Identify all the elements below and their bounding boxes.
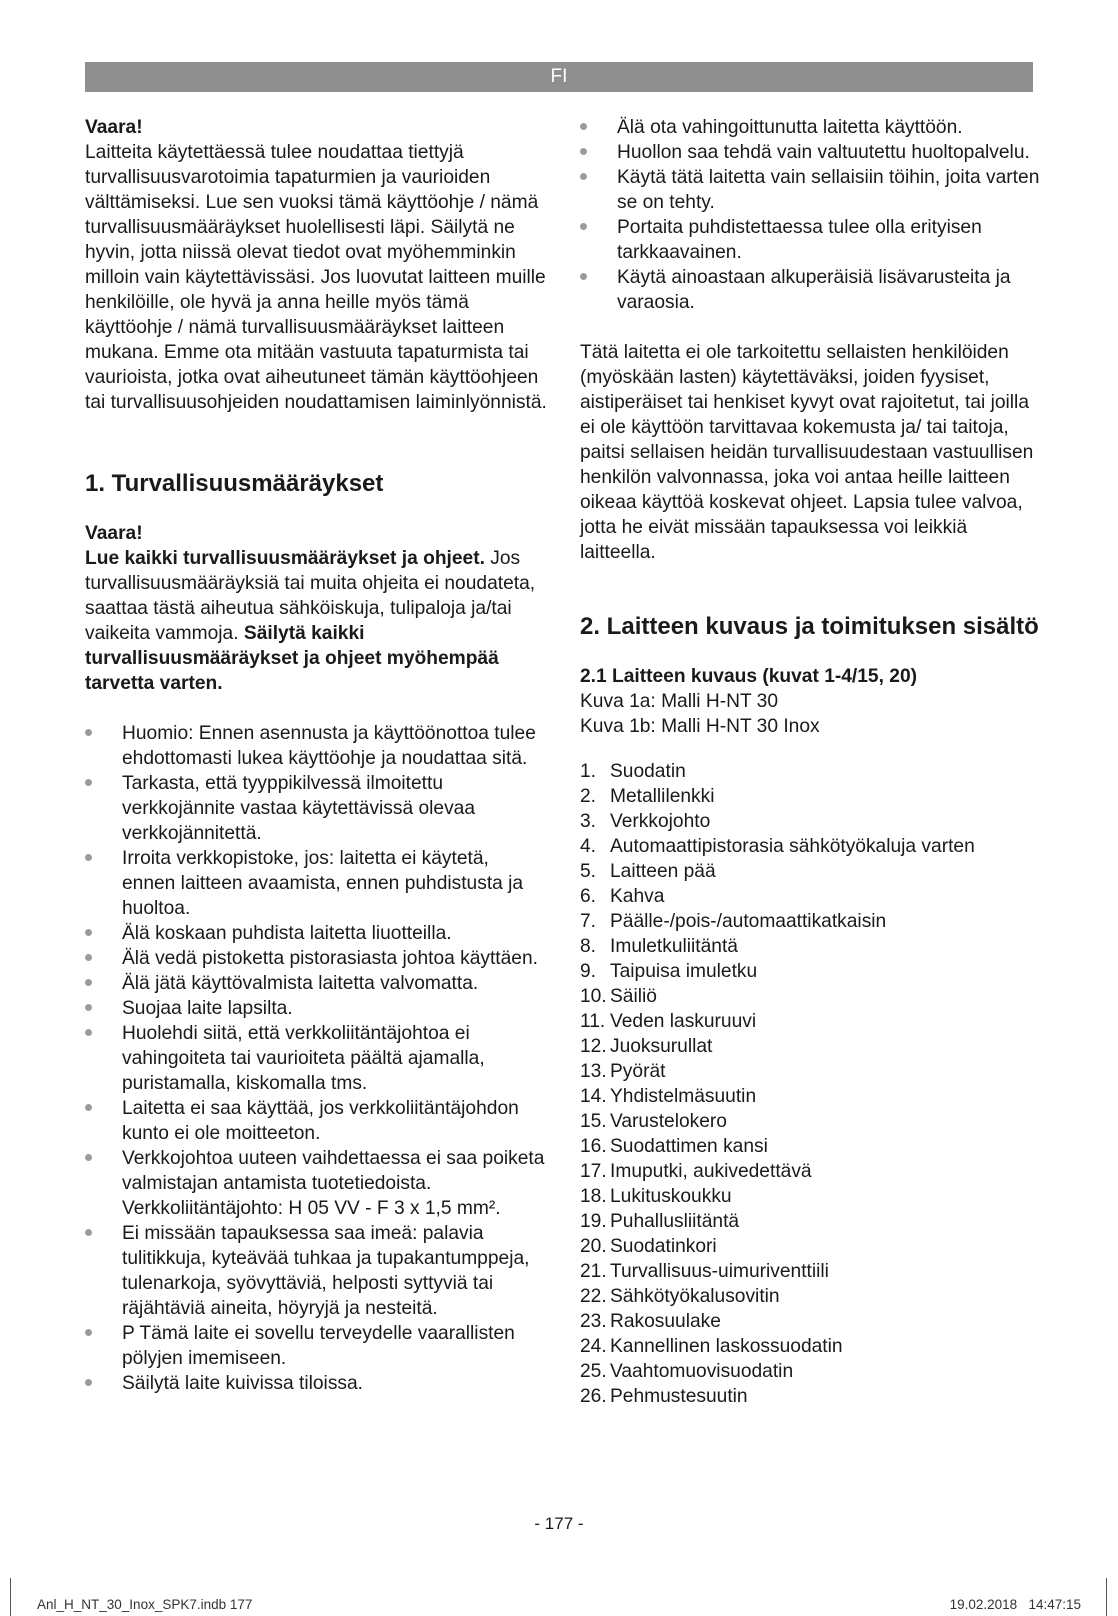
part-number: 6. bbox=[580, 886, 597, 907]
parts-list-item bbox=[580, 1134, 1040, 1159]
part-label: Suodatin bbox=[610, 761, 686, 782]
parts-list-item bbox=[580, 1209, 1040, 1234]
part-label: Lukituskoukku bbox=[610, 1186, 732, 1207]
parts-list-item bbox=[580, 1234, 1040, 1259]
bullet-item: Älä ota vahingoittunutta laitetta käyttöön. bbox=[580, 115, 1040, 140]
part-number: 1. bbox=[580, 761, 597, 782]
page-number: - 177 - bbox=[534, 1514, 584, 1533]
bullet-item: Suojaa laite lapsilta. bbox=[85, 996, 547, 1021]
part-number: 11. bbox=[580, 1011, 606, 1032]
bullet-item: P Tämä laite ei sovellu terveydelle vaarallisten pölyjen imemiseen. bbox=[85, 1321, 547, 1371]
section-1-text: Jos turvallisuusmääräyksiä tai muita ohjeita ei noudateta, saattaa tästä aiheutua sähköiskuja, tulipaloja ja/tai vaikeita vammoja. bbox=[85, 548, 536, 644]
bullet-item: Irroita verkkopistoke, jos: laitetta ei käytetä, ennen laitteen avaamista, ennen puhdistusta ja huoltoa. bbox=[85, 846, 547, 921]
bullet-item: Älä vedä pistoketta pistorasiasta johtoa käyttäen. bbox=[85, 946, 547, 971]
part-label: Säiliö bbox=[610, 986, 657, 1007]
part-number: 25. bbox=[580, 1361, 607, 1382]
part-label: Metallilenkki bbox=[610, 786, 715, 807]
parts-list-item bbox=[580, 1159, 1040, 1184]
part-label: Verkkojohto bbox=[610, 811, 711, 832]
parts-list-item bbox=[580, 984, 1040, 1009]
parts-list-item bbox=[580, 1259, 1040, 1284]
section-1-warning-title: Vaara! bbox=[85, 523, 143, 544]
parts-list-item bbox=[580, 1334, 1040, 1359]
bullet-item: Ei missään tapauksessa saa imeä: palavia tulitikkuja, kyteävää tuhkaa ja tupakantumppeja, tulenarkoja, syövyttäviä, helposti syttyviä tai räjähtäviä aineita, höyryjä ja nesteitä. bbox=[85, 1221, 547, 1321]
part-number: 16. bbox=[580, 1136, 607, 1157]
bullet-item: Älä koskaan puhdista laitetta liuotteilla. bbox=[85, 921, 547, 946]
part-number: 24. bbox=[580, 1336, 607, 1357]
parts-list-item bbox=[580, 909, 1040, 934]
parts-list-item bbox=[580, 1009, 1040, 1034]
safety-bullet-list bbox=[85, 721, 547, 1396]
section-1-heading: 1. Turvallisuusmääräykset bbox=[85, 470, 384, 497]
part-number: 26. bbox=[580, 1386, 607, 1407]
parts-list-item bbox=[580, 809, 1040, 834]
warning-text: Laitteita käytettäessä tulee noudattaa tiettyjä turvallisuusvarotoimia tapaturmien ja vaurioiden välttämiseksi. Lue sen vuoksi tämä käyttöohje / nämä turvallisuusmääräykset huolellisesti läpi. Säilytä ne hyvin, jotta niissä olevat tiedot ovat myöhemminkin milloin vain käytettävissäsi. Jos luovutat laitteen muille henkilöille, ole hyvä ja anna heille myös tämä käyttöohje / nämä turvallisuusmääräykset laitteen mukana. Emme ota mitään vastuuta tapaturmista tai vaurioista, jotka ovat aiheutuneet tämän käyttöohjeen tai turvallisuusohjeiden noudattamisen laiminlyönnistä. bbox=[85, 142, 547, 413]
bullet-item: Käytä tätä laitetta vain sellaisiin töihin, joita varten se on tehty. bbox=[580, 165, 1040, 215]
part-label: Laitteen pää bbox=[610, 861, 716, 882]
part-label: Taipuisa imuletku bbox=[610, 961, 758, 982]
section-2-heading: 2. Laitteen kuvaus ja toimituksen sisältö bbox=[580, 613, 1039, 640]
language-code: FI bbox=[550, 66, 568, 87]
part-number: 18. bbox=[580, 1186, 607, 1207]
footer-filename: Anl_H_NT_30_Inox_SPK7.indb 177 bbox=[37, 1597, 253, 1612]
part-label: Suodatinkori bbox=[610, 1236, 717, 1257]
parts-list-item bbox=[580, 934, 1040, 959]
part-number: 21. bbox=[580, 1261, 607, 1282]
part-number: 3. bbox=[580, 811, 597, 832]
part-label: Automaattipistorasia sähkötyökaluja varten bbox=[610, 836, 975, 857]
part-number: 14. bbox=[580, 1086, 607, 1107]
part-number: 19. bbox=[580, 1211, 607, 1232]
bullet-item: Huolehdi siitä, että verkkoliitäntäjohtoa ei vahingoiteta tai vaurioiteta päältä ajamalla, puristamalla, kiskomalla tms. bbox=[85, 1021, 547, 1096]
usage-restriction-paragraph: Tätä laitetta ei ole tarkoitettu sellaisten henkilöiden (myöskään lasten) käytettäväksi, joiden fyysiset, aistiperäiset tai henkiset kyvyt ovat rajoitetut, tai joilla ei ole käyttöön tarvittavaa kokemusta ja/ tai taitoja, paitsi sellaisen heidän turvallisuudestaan vastuullisen henkilön valvonnassa, joka voi antaa heille laitteen oikeaa käyttöä koskevat ohjeet. Lapsia tulee valvoa, jotta he eivät missään tapauksessa voi leikkiä laitteella. bbox=[580, 342, 1034, 563]
parts-list-item bbox=[580, 784, 1040, 809]
section-1-bold-lead: Lue kaikki turvallisuusmääräykset ja ohjeet. bbox=[85, 548, 485, 569]
part-label: Pehmustesuutin bbox=[610, 1386, 748, 1407]
part-label: Juoksurullat bbox=[610, 1036, 713, 1057]
parts-list-item bbox=[580, 884, 1040, 909]
bullet-item: Huollon saa tehdä vain valtuutettu huoltopalvelu. bbox=[580, 140, 1040, 165]
part-label: Turvallisuus-uimuriventtiili bbox=[610, 1261, 829, 1282]
parts-list-item bbox=[580, 1359, 1040, 1384]
warning-title: Vaara! bbox=[85, 117, 143, 138]
crop-mark-left bbox=[10, 1578, 11, 1616]
bullet-item: Laitetta ei saa käyttää, jos verkkoliitäntäjohdon kunto ei ole moitteeton. bbox=[85, 1096, 547, 1146]
part-number: 8. bbox=[580, 936, 597, 957]
part-label: Päälle-/pois-/automaattikatkaisin bbox=[610, 911, 887, 932]
parts-list-item bbox=[580, 759, 1040, 784]
part-label: Suodattimen kansi bbox=[610, 1136, 768, 1157]
part-number: 20. bbox=[580, 1236, 607, 1257]
part-label: Yhdistelmäsuutin bbox=[610, 1086, 757, 1107]
part-number: 5. bbox=[580, 861, 597, 882]
subsection-2-1-heading: 2.1 Laitteen kuvaus (kuvat 1-4/15, 20) bbox=[580, 666, 917, 687]
part-label: Sähkötyökalusovitin bbox=[610, 1286, 780, 1307]
parts-list-item bbox=[580, 859, 1040, 884]
bullet-item: Verkkojohtoa uuteen vaihdettaessa ei saa poiketa valmistajan antamista tuotetiedoista. Verkkoliitäntäjohto: H 05 VV - F 3 x 1,5 mm². bbox=[85, 1146, 547, 1221]
part-number: 12. bbox=[580, 1036, 607, 1057]
bullet-item: Huomio: Ennen asennusta ja käyttöönottoa tulee ehdottomasti lukea käyttöohje ja noudattaa sitä. bbox=[85, 721, 547, 771]
part-label: Kahva bbox=[610, 886, 665, 907]
crop-mark-right bbox=[1106, 1578, 1107, 1616]
section-1-intro bbox=[85, 546, 547, 696]
parts-list-item bbox=[580, 1059, 1040, 1084]
part-label: Puhallusliitäntä bbox=[610, 1211, 740, 1232]
part-label: Veden laskuruuvi bbox=[610, 1011, 757, 1032]
language-header-bar bbox=[85, 62, 1033, 92]
parts-list-item bbox=[580, 834, 1040, 859]
figure-1b-caption: Kuva 1b: Malli H-NT 30 Inox bbox=[580, 716, 820, 737]
part-number: 7. bbox=[580, 911, 597, 932]
bullet-item: Portaita puhdistettaessa tulee olla erityisen tarkkaavainen. bbox=[580, 215, 1040, 265]
figure-1a-caption: Kuva 1a: Malli H-NT 30 bbox=[580, 691, 778, 712]
part-number: 13. bbox=[580, 1061, 607, 1082]
part-label: Varustelokero bbox=[610, 1111, 727, 1132]
bullet-item: Älä jätä käyttövalmista laitetta valvomatta. bbox=[85, 971, 547, 996]
footer-timestamp: 19.02.2018 14:47:15 bbox=[949, 1597, 1081, 1612]
part-label: Pyörät bbox=[610, 1061, 666, 1082]
part-label: Imuletkuliitäntä bbox=[610, 936, 738, 957]
part-label: Rakosuulake bbox=[610, 1311, 721, 1332]
part-label: Kannellinen laskossuodatin bbox=[610, 1336, 843, 1357]
parts-list-item bbox=[580, 1284, 1040, 1309]
bullet-item: Käytä ainoastaan alkuperäisiä lisävarusteita ja varaosia. bbox=[580, 265, 1040, 315]
parts-list-item bbox=[580, 1309, 1040, 1334]
part-number: 4. bbox=[580, 836, 597, 857]
left-column bbox=[85, 115, 547, 1396]
part-number: 17. bbox=[580, 1161, 607, 1182]
part-number: 2. bbox=[580, 786, 597, 807]
parts-list-item bbox=[580, 1109, 1040, 1134]
part-label: Imuputki, aukivedettävä bbox=[610, 1161, 812, 1182]
parts-list bbox=[580, 759, 1040, 1409]
part-number: 10. bbox=[580, 986, 607, 1007]
parts-list-item bbox=[580, 1384, 1040, 1409]
bullet-item: Säilytä laite kuivissa tiloissa. bbox=[85, 1371, 547, 1396]
part-label: Vaahtomuovisuodatin bbox=[610, 1361, 794, 1382]
right-column bbox=[580, 115, 1040, 1409]
parts-list-item bbox=[580, 1184, 1040, 1209]
parts-list-item bbox=[580, 1084, 1040, 1109]
bullet-item: Tarkasta, että tyyppikilvessä ilmoitettu verkkojännite vastaa käytettävissä olevaa verkkojännitettä. bbox=[85, 771, 547, 846]
parts-list-item bbox=[580, 1034, 1040, 1059]
part-number: 15. bbox=[580, 1111, 607, 1132]
part-number: 22. bbox=[580, 1286, 607, 1307]
safety-bullet-list-continued bbox=[580, 115, 1040, 315]
part-number: 23. bbox=[580, 1311, 607, 1332]
section-1-bold-tail: Säilytä kaikki turvallisuusmääräykset ja ohjeet myöhempää tarvetta varten. bbox=[85, 623, 499, 694]
parts-list-item bbox=[580, 959, 1040, 984]
part-number: 9. bbox=[580, 961, 597, 982]
